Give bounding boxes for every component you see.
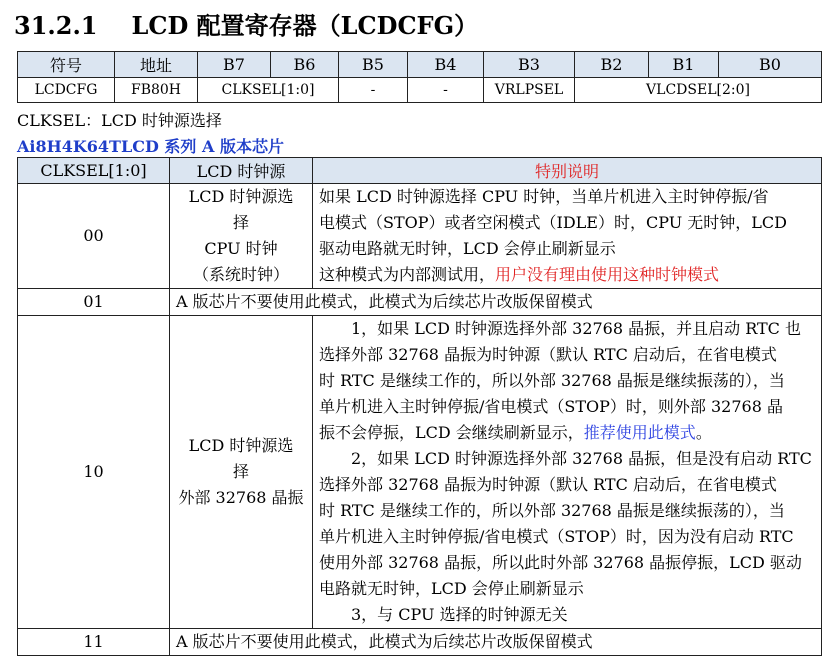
recommend-text: 推荐使用此模式	[583, 423, 696, 442]
note-line: 1，如果 LCD 时钟源选择外部 32768 晶振，并且启动 RTC 也	[351, 319, 801, 338]
source-line: 外部 32768 晶振	[178, 488, 304, 507]
note-10	[313, 316, 822, 629]
note-01: A 版芯片不要使用此模式，此模式为后续芯片改版保留模式	[170, 289, 822, 316]
value-address: FB80H	[115, 78, 198, 103]
note-line: 使用外部 32768 晶振，所以此时外部 32768 晶振停振，LCD 驱动	[319, 553, 802, 572]
register-value-row	[18, 78, 822, 103]
section-title	[14, 6, 478, 41]
note-line: 驱动电路就无时钟，LCD 会停止刷新显示	[319, 239, 616, 258]
note-00	[313, 184, 822, 289]
clksel-row-11	[18, 629, 822, 656]
field-description: CLKSEL：LCD 时钟源选择	[17, 111, 222, 130]
note-text: 这种模式为内部测试用，	[319, 265, 496, 284]
source-line: （系统时钟）	[192, 265, 289, 284]
note-line	[319, 420, 815, 446]
section-title-text: LCD 配置寄存器（LCDCFG）	[131, 11, 479, 40]
note-line: 选择外部 32768 晶振为时钟源（默认 RTC 启动后，在省电模式	[319, 345, 777, 364]
header-b6: B6	[271, 52, 339, 78]
warning-text: 用户没有理由使用这种时钟模式	[495, 265, 720, 284]
note-text: 振不会停振，LCD 会继续刷新显示，	[319, 423, 584, 442]
value-b5: -	[339, 78, 408, 103]
source-line: 择	[232, 462, 249, 481]
header-b7: B7	[198, 52, 271, 78]
header-b5: B5	[339, 52, 408, 78]
header-special-notes: 特别说明	[313, 158, 822, 184]
source-line: CPU 时钟	[204, 239, 278, 258]
clock-source-cpu	[170, 184, 313, 289]
header-b1: B1	[649, 52, 719, 78]
source-line: LCD 时钟源选	[188, 436, 294, 455]
header-lcd-clock-source: LCD 时钟源	[170, 158, 313, 184]
note-text: 。	[695, 423, 712, 442]
note-line: 电模式（STOP）或者空闲模式（IDLE）时，CPU 无时钟，LCD	[319, 213, 787, 232]
note-line: 3，与 CPU 选择的时钟源无关	[351, 605, 568, 624]
note-11: A 版芯片不要使用此模式，此模式为后续芯片改版保留模式	[170, 629, 822, 656]
clksel-value-10: 10	[18, 316, 170, 629]
header-b4: B4	[408, 52, 484, 78]
clksel-table	[17, 157, 822, 656]
header-address: 地址	[115, 52, 198, 78]
note-line: 选择外部 32768 晶振为时钟源（默认 RTC 启动后，在省电模式	[319, 475, 777, 494]
clock-source-32768	[170, 316, 313, 629]
note-line	[319, 262, 815, 288]
clksel-row-01	[18, 289, 822, 316]
value-vlcdsel: VLCDSEL[2:0]	[575, 78, 822, 103]
value-symbol: LCDCFG	[18, 78, 115, 103]
source-line: LCD 时钟源选	[188, 187, 294, 206]
note-line: 电路就无时钟，LCD 会停止刷新显示	[319, 579, 584, 598]
value-vrlpsel: VRLPSEL	[484, 78, 575, 103]
clksel-value-11: 11	[18, 629, 170, 656]
clksel-row-10	[18, 316, 822, 629]
value-b4: -	[408, 78, 484, 103]
note-line: 时 RTC 是继续工作的，所以外部 32768 晶振是继续振荡的），当	[319, 501, 785, 520]
section-number: 31.2.1	[14, 11, 98, 40]
chip-heading: Ai8H4K64TLCD 系列 A 版本芯片	[17, 137, 284, 156]
note-line: 2，如果 LCD 时钟源选择外部 32768 晶振，但是没有启动 RTC	[351, 449, 812, 468]
clksel-value-00: 00	[18, 184, 170, 289]
header-b2: B2	[575, 52, 649, 78]
note-line: 时 RTC 是继续工作的，所以外部 32768 晶振是继续振荡的），当	[319, 371, 785, 390]
register-table	[17, 51, 822, 103]
value-clksel: CLKSEL[1:0]	[198, 78, 339, 103]
clksel-row-00	[18, 184, 822, 289]
clksel-value-01: 01	[18, 289, 170, 316]
note-line: 单片机进入主时钟停振/省电模式（STOP）时，因为没有启动 RTC	[319, 527, 794, 546]
header-symbol: 符号	[18, 52, 115, 78]
note-line: 如果 LCD 时钟源选择 CPU 时钟，当单片机进入主时钟停振/省	[319, 187, 769, 206]
header-b0: B0	[719, 52, 822, 78]
register-header-row	[18, 52, 822, 78]
header-clksel: CLKSEL[1:0]	[18, 158, 170, 184]
header-b3: B3	[484, 52, 575, 78]
note-line: 单片机进入主时钟停振/省电模式（STOP）时，则外部 32768 晶	[319, 397, 783, 416]
source-line: 择	[232, 213, 249, 232]
clksel-header-row	[18, 158, 822, 184]
